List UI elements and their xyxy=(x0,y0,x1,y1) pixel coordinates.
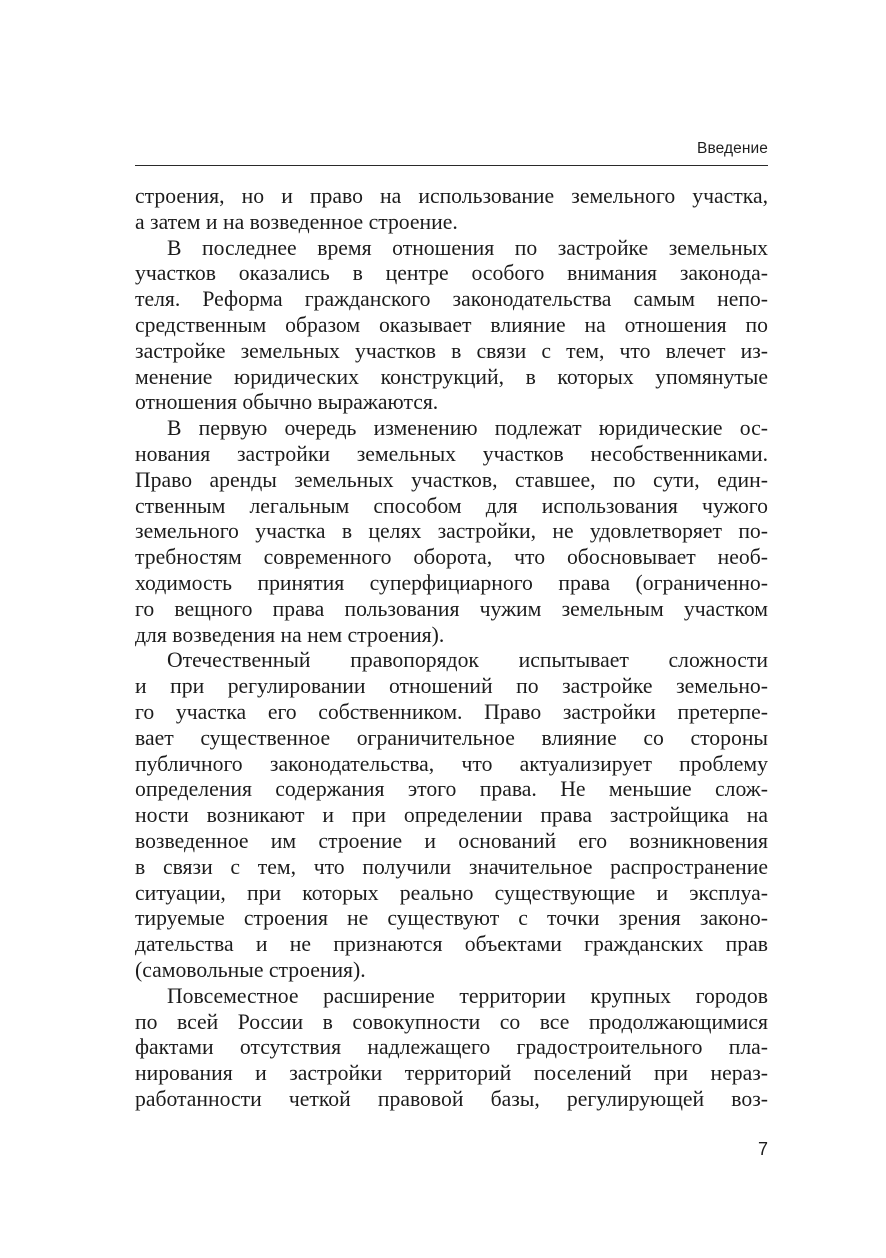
text-line: строения, но и право на использование земельного участка, xyxy=(135,184,768,208)
text-line: для возведения на нем строения). xyxy=(135,622,445,647)
text-line: земельного участка в целях застройки, не удовлетворяет по- xyxy=(135,519,768,544)
text-line: работанности четкой правовой базы, регулирующей воз- xyxy=(135,1086,768,1111)
running-header xyxy=(135,138,768,166)
text-line: го участка его собственником. Право застройки претерпе- xyxy=(135,699,768,724)
text-line: фактами отсутствия надлежащего градостроительного пла- xyxy=(135,1035,768,1060)
section-title: Введение xyxy=(697,140,768,157)
text-line: средственным образом оказывает влияние на отношения по xyxy=(135,312,768,337)
text-line: Повсеместное расширение территории крупных городов xyxy=(167,983,768,1008)
text-line: В последнее время отношения по застройке земельных xyxy=(167,235,768,260)
text-line: тируемые строения не существуют с точки зрения законо- xyxy=(135,906,768,931)
text-line: Отечественный правопорядок испытывает сложности xyxy=(167,648,768,673)
text-line: ходимость принятия суперфициарного права (ограниченно- xyxy=(135,570,768,595)
text-line: возведенное им строение и оснований его возникновения xyxy=(135,828,768,853)
text-line: публичного законодательства, что актуализирует проблему xyxy=(135,751,768,776)
text-line: в связи с тем, что получили значительное распространение xyxy=(135,854,768,879)
text-line: требностям современного оборота, что обосновывает необ- xyxy=(135,545,768,570)
text-line: Право аренды земельных участков, ставшее, по сути, един- xyxy=(135,467,768,492)
text-line: а затем и на возведенное строение. xyxy=(135,209,458,234)
page-number: 7 xyxy=(757,1139,768,1159)
text-line: вает существенное ограничительное влияние со стороны xyxy=(135,725,768,750)
text-line: менение юридических конструкций, в которых упомянутые xyxy=(135,364,768,389)
text-line: го вещного права пользования чужим земельным участком xyxy=(135,596,768,621)
text-line: нирования и застройки территорий поселений при нераз- xyxy=(135,1061,768,1086)
text-line: ственным легальным способом для использования чужого xyxy=(135,493,768,518)
text-line: участков оказались в центре особого внимания законода- xyxy=(135,261,768,286)
text-line: отношения обычно выражаются. xyxy=(135,390,439,415)
text-line: нования застройки земельных участков несобственниками. xyxy=(135,441,768,466)
text-line: по всей России в совокупности со все продолжающимися xyxy=(135,1009,768,1034)
text-line: теля. Реформа гражданского законодательства самым непо- xyxy=(135,287,768,312)
text-line: и при регулировании отношений по застройке земельно- xyxy=(135,674,768,699)
text-line: определения содержания этого права. Не меньшие слож- xyxy=(135,777,768,802)
body-text xyxy=(135,184,768,1113)
text-line: ситуации, при которых реально существующие и эксплуа- xyxy=(135,880,768,905)
text-line: ности возникают и при определении права застройщика на xyxy=(135,803,768,828)
text-line: застройке земельных участков в связи с тем, что влечет из- xyxy=(135,338,768,363)
text-line: (самовольные строения). xyxy=(135,957,366,982)
text-line: дательства и не признаются объектами гражданских прав xyxy=(135,932,768,957)
text-line: В первую очередь изменению подлежат юридические ос- xyxy=(167,416,768,441)
